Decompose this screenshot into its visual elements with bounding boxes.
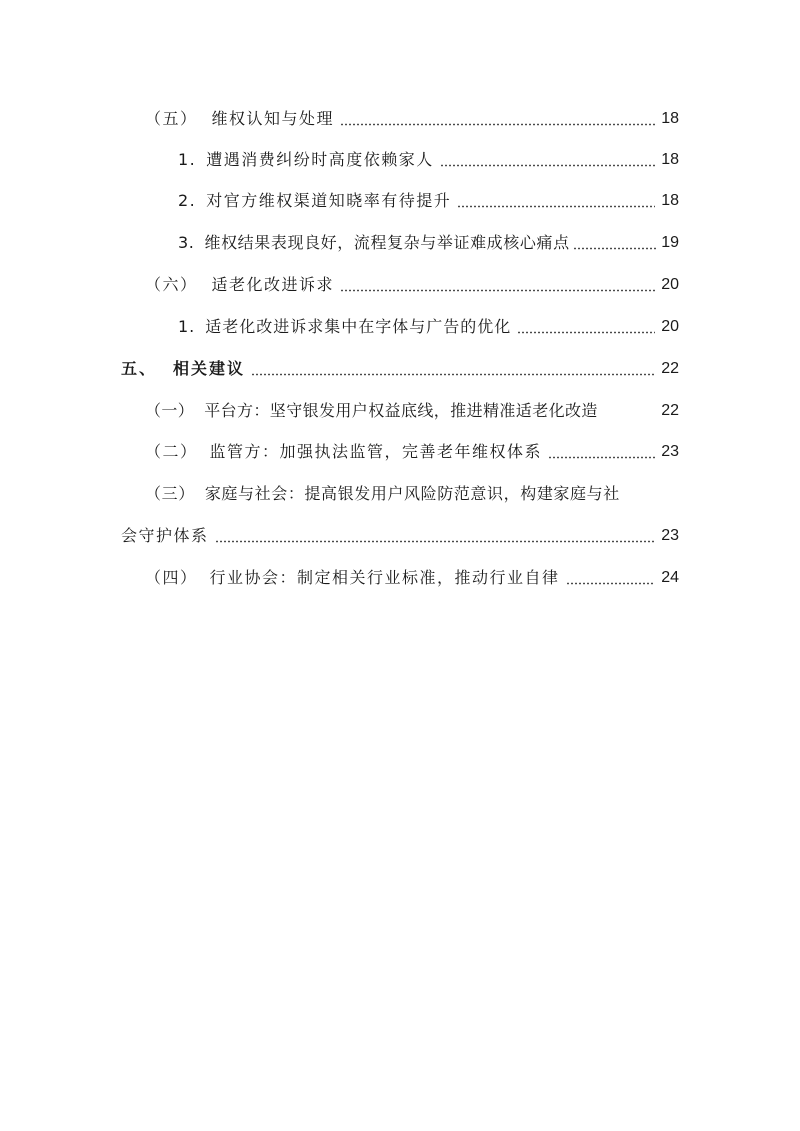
toc-entry-recommendation-3-continued[interactable] [121, 521, 679, 551]
toc-entry-recommendation-2[interactable] [145, 437, 679, 467]
toc-page-number: 23 [661, 527, 679, 544]
toc-entry-label [178, 312, 511, 342]
toc-leader-dots [215, 521, 656, 551]
toc-entry-recommendation-4[interactable] [145, 563, 679, 593]
toc-entry-label [145, 437, 542, 467]
toc-entry-marker: 2. [178, 191, 197, 210]
toc-entry-label [145, 396, 661, 426]
toc-entry-title: 适老化改进诉求集中在字体与广告的优化 [205, 317, 512, 336]
toc-entry-title: 对官方维权渠道知晓率有待提升 [206, 191, 452, 210]
toc-page-number: 22 [661, 360, 679, 377]
toc-entry-marker: 1. [178, 317, 196, 336]
toc-entry-label [178, 186, 451, 216]
toc-entry-title: 遭遇消费纠纷时高度依赖家人 [206, 150, 434, 169]
toc-page-number: 24 [661, 569, 679, 586]
toc-entry-title: 适老化改进诉求 [211, 275, 335, 294]
toc-entry-title: 维权认知与处理 [211, 109, 335, 128]
toc-leader-dots [566, 563, 656, 593]
toc-entry-marker: （五） [145, 109, 198, 128]
toc-entry-marker: （一） [145, 401, 195, 420]
toc-page-number: 19 [661, 234, 679, 251]
toc-entry-label [121, 354, 245, 384]
toc-entry-title: 维权结果表现良好，流程复杂与举证难成核心痛点 [204, 233, 570, 252]
toc-entry-5-3[interactable] [178, 228, 679, 258]
toc-entry-title: 家庭与社会：提高银发用户风险防范意识，构建家庭与社 [204, 484, 620, 503]
toc-entry-section-6[interactable] [145, 270, 679, 300]
toc-entry-label [145, 270, 334, 300]
toc-leader-dots [517, 312, 655, 342]
toc-page-number: 22 [661, 402, 679, 419]
toc-entry-label [178, 228, 570, 258]
toc-entry-title-continued: 会守护体系 [121, 526, 209, 545]
toc-page-number: 20 [661, 318, 679, 335]
toc-entry-marker: （三） [145, 484, 195, 503]
toc-entry-chapter-5[interactable] [121, 354, 679, 384]
toc-entry-label [145, 479, 679, 509]
toc-entry-marker: （四） [145, 568, 198, 587]
toc-page-number: 18 [661, 151, 679, 168]
toc-entry-marker: （六） [145, 275, 198, 294]
toc-entry-marker: 五、 [121, 359, 158, 378]
toc-entry-6-1[interactable] [178, 312, 679, 342]
toc-entry-5-2[interactable] [178, 186, 679, 216]
toc-leader-dots [573, 228, 659, 258]
toc-leader-dots [548, 437, 655, 467]
toc-entry-recommendation-1[interactable] [145, 396, 679, 426]
toc-leader-dots [340, 270, 655, 300]
toc-entry-label [145, 104, 334, 134]
toc-entry-marker: 1. [178, 150, 197, 169]
toc-page-number: 23 [661, 443, 679, 460]
toc-leader-dots [457, 186, 655, 216]
toc-entry-title: 平台方：坚守银发用户权益底线，推进精准适老化改造 [204, 401, 598, 420]
toc-leader-dots [340, 104, 655, 134]
toc-entry-title: 相关建议 [173, 359, 246, 378]
toc-entry-recommendation-3[interactable] [145, 479, 679, 509]
toc-page-number: 18 [661, 110, 679, 127]
toc-entry-5-1[interactable] [178, 145, 679, 175]
toc-page-number: 18 [661, 192, 679, 209]
toc-entry-section-5[interactable] [145, 104, 679, 134]
toc-page-number: 20 [661, 276, 679, 293]
toc-leader-dots [440, 145, 655, 175]
toc-entry-title: 行业协会：制定相关行业标准，推动行业自律 [209, 568, 560, 587]
toc-entry-label [145, 563, 560, 593]
toc-leader-dots [251, 354, 655, 384]
toc-entry-marker: （二） [145, 442, 198, 461]
toc-entry-title: 监管方：加强执法监管，完善老年维权体系 [209, 442, 543, 461]
toc-entry-marker: 3. [178, 233, 195, 252]
toc-entry-label [178, 145, 434, 175]
